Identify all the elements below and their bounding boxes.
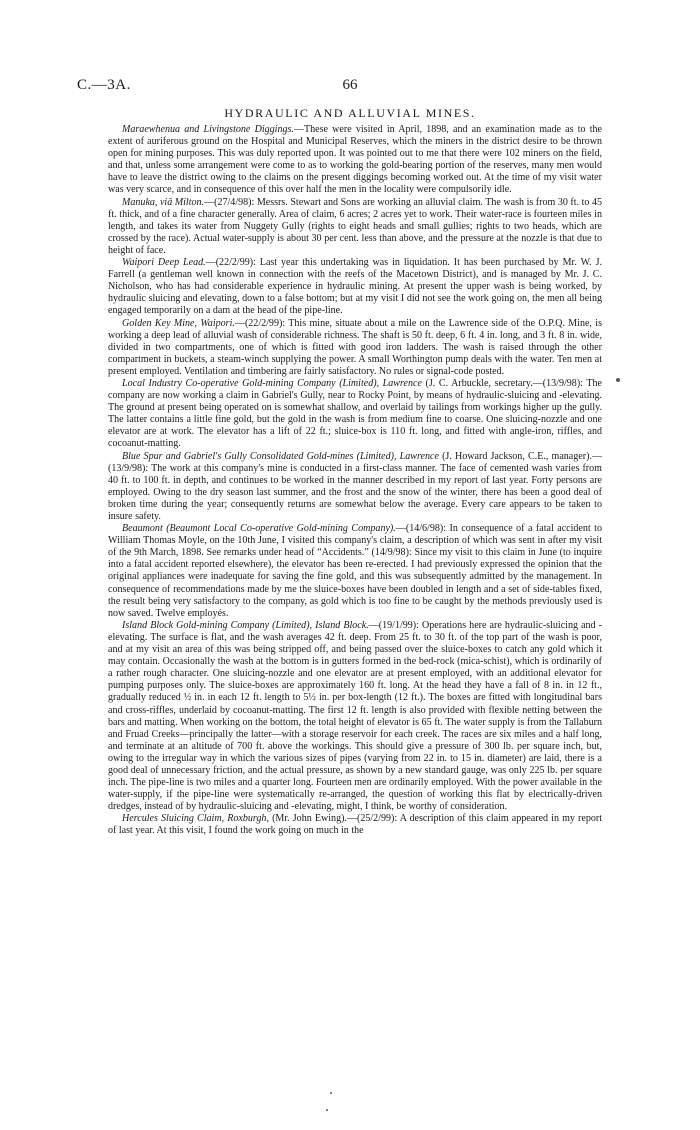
paragraph-island-block <box>108 620 602 814</box>
scan-speck <box>330 1092 332 1094</box>
paragraph-local-industry <box>108 378 602 451</box>
document-code: C.—3A. <box>77 77 131 93</box>
paragraph-text: —These were visited in April, 1898, and an examination made as to the extent of auriferous ground on the Hospital and Municipal Reserves, which the miners in the district desire to be thrown open for mining purposes. This was duly reported upon. It was pointed out to me that there were 102 miners on the field, and that, unless some arrangement were come to as to working the gold-bearing portion of the reserves, many men would have to leave the district owing to the claims on the present diggings becoming worked out. At the time of my visit water was very scarce, and in consequence of this over half the men in the locality were compulsorily idle. <box>108 124 602 196</box>
body-text <box>108 124 602 838</box>
paragraph-beaumont <box>108 523 602 620</box>
paragraph-lead: Blue Spur and Gabriel's Gully Consolidated Gold-mines (Limited), Lawrence <box>122 450 439 462</box>
paragraph-text: (Mr. John Ewing).—(25/2/99): A description of this claim appeared in my report of last year. At this visit, I found the work going on much in the <box>108 813 603 837</box>
paragraph-lead: Beaumont (Beaumont Local Co-operative Gold-mining Company). <box>122 523 396 535</box>
section-title: HYDRAULIC AND ALLUVIAL MINES. <box>224 106 476 120</box>
paragraph-text: —(22/2/99): This mine, situate about a mile on the Lawrence side of the O.P.Q. Mine, is working a deep lead of alluvial wash of considerable richness. The shaft is 50 ft. deep, 6 ft. 4 in. long, and 3 ft. 8 in. wide, divided in two compartments, one of which is fitted with good iron ladders. The wash is raised through the other compartment in buckets, a steam-winch supplying the power. A small Worthington pump deals with the water. Ten men at present employed. Ventilation and timbering are fairly satisfactory. No rules or signal-code posted. <box>108 317 602 377</box>
paragraph-lead: Local Industry Co-operative Gold-mining Company (Limited), Lawrence <box>122 377 422 389</box>
paragraph-lead: Island Block Gold-mining Company (Limited), Island Block. <box>122 619 369 631</box>
paragraph-maraewhenua <box>108 124 602 197</box>
page-header <box>77 77 623 97</box>
paragraph-lead: Waipori Deep Lead. <box>122 257 206 269</box>
paragraph-text: (J. Howard Jackson, C.E., manager).—(13/9/98): The work at this company's mine is conducted in a first-class manner. The face of cemented wash varies from 40 ft. to 100 ft. in depth, and continues to be worked in the manner described in my report of last year. Forty persons are employed. Owing to the dry season last summer, and the frost and the snow of the winter, there has been a good deal of broken time during the year; consequently returns are somewhat below the average. Every care appears to be taken to insure safety. <box>108 450 602 522</box>
paragraph-manuka <box>108 197 602 257</box>
paragraph-lead: Manuka, viâ Milton. <box>122 196 205 208</box>
paragraph-golden-key <box>108 318 602 378</box>
page-number: 66 <box>342 77 358 93</box>
paragraph-lead: Hercules Sluicing Claim, Roxburgh, <box>122 813 269 825</box>
paragraph-blue-spur <box>108 451 602 524</box>
scan-speck <box>616 378 620 382</box>
paragraph-waipori-deep-lead <box>108 257 602 317</box>
paragraph-text: —(14/6/98): In consequence of a fatal accident to William Thomas Moyle, on the 10th June, I visited this company's claim, a description of which was sent in after my visit of the 9th March, 1898. See remarks under head of “Accidents.” (14/9/98): Since my visit to this claim in June (to inquire into a fatal accident reported elsewhere), the elevator has been re-erected. I had previously expressed the opinion that the original appliances were inadequate for saving the fine gold, and this was subsequently admitted by the management. In consequence of recommendations made by me the sluice-boxes have been doubled in length and a set of side-tables fixed, the result being very satisfactory to the company, as gold which is too fine to be caught by the methods previously used is now saved. Twelve employés. <box>108 523 602 619</box>
paragraph-hercules <box>108 813 602 837</box>
paragraph-text: (J. C. Arbuckle, secretary.—(13/9/98): The company are now working a claim in Gabriel's Gully, near to Rocky Point, by means of hydraulic-sluicing and -elevating. The ground at present being operated on is somewhat shallow, and overlaid by tailings from workings higher up the gully. The latter contains a little fine gold, but the gold in the wash is from medium fine to coarse. One sluicing-nozzle and one elevator are at work. The elevator has a lift of 22 ft.; sluice-box is 110 ft. long, and fitted with angle-iron, riffles, and cocoanut-matting. <box>108 377 602 450</box>
scan-speck <box>326 1109 328 1111</box>
paragraph-text: —(22/2/99): Last year this undertaking was in liquidation. It has been purchased by Mr. W. J. Farrell (a gentleman well known in connection with the reefs of the Macetown District), and is managed by Mr. J. C. Nicholson, who has had considerable experience in hydraulic mining. At present the upper wash is being worked, by hydraulic sluicing and elevating, down to a false bottom; but at my visit I did not see the work going on, the men all being engaged temporarily on a dam at the head of the pipe-line. <box>108 257 603 317</box>
paragraph-text: —(19/1/99): Operations here are hydraulic-sluicing and -elevating. The surface is flat, and the wash averages 42 ft. deep. From 25 ft. to 30 ft. of the top part of the wash is poor, and at my visit an area of this was being stripped off, and being passed over the sluice-boxes to catch any gold which it may contain. Occasionally the wash at the bottom is in gutters formed in the bed-rock (mica-schist), which is ordinarily of a rather rough character. One sluicing-nozzle and one elevator are at present employed, with an additional elevator for pumping purposes only. The sluice-boxes are approximately 160 ft. long. At the head they have a fall of 8 in. in 12 ft., gradually reduced ½ in. in each 12 ft. length to 5½ in. per box-length (12 ft.). The boxes are fitted with longitudinal bars and cross-riffles, underlaid by cocoanut-matting. The first 12 ft. length is also provided with flexible netting between the bars and matting. When working on the bottom, the total height of elevator is 65 ft. The water supply is from the Tallaburn and Fruad Creeks—principally the latter—with a storage reservoir for each creek. The races are six miles and a half long, and terminate at an altitude of 700 ft. above the workings. This should give a pressure of 300 lb. per square inch, but, owing to the irregular way in which the various sizes of pipes (varying from 22 in. to 15 in. diameter) are laid, there is a good deal of unnecessary friction, and the actual pressure, as shown by a new standard gauge, was only 225 lb. per square inch. The pipe-line is two miles and a quarter long. Fourteen men are ordinarily employed. With the power available in the water-supply, if the pipe-line were systematically re-arranged, the question of working this flat by electrically-driven dredges, instead of by hydraulic-sluicing and -elevating, might, I think, be worthy of consideration. <box>108 619 602 813</box>
paragraph-lead: Maraewhenua and Livingstone Diggings. <box>122 124 294 135</box>
paragraph-text: —(27/4/98): Messrs. Stewart and Sons are working an alluvial claim. The wash is from 30 ft. to 45 ft. thick, and of a fine character generally. Area of claim, 6 acres; 2 acres yet to work. Their water-race is fourteen miles in length, and takes its water from Nuggety Gully (rights to eight heads and small gullies; rights to two heads, which are crossed by the race). Actual water-supply is about 30 per cent. less than above, and the pressure at the nozzle is that due to height of face. <box>108 196 602 256</box>
paragraph-lead: Golden Key Mine, Waipori. <box>122 317 235 329</box>
